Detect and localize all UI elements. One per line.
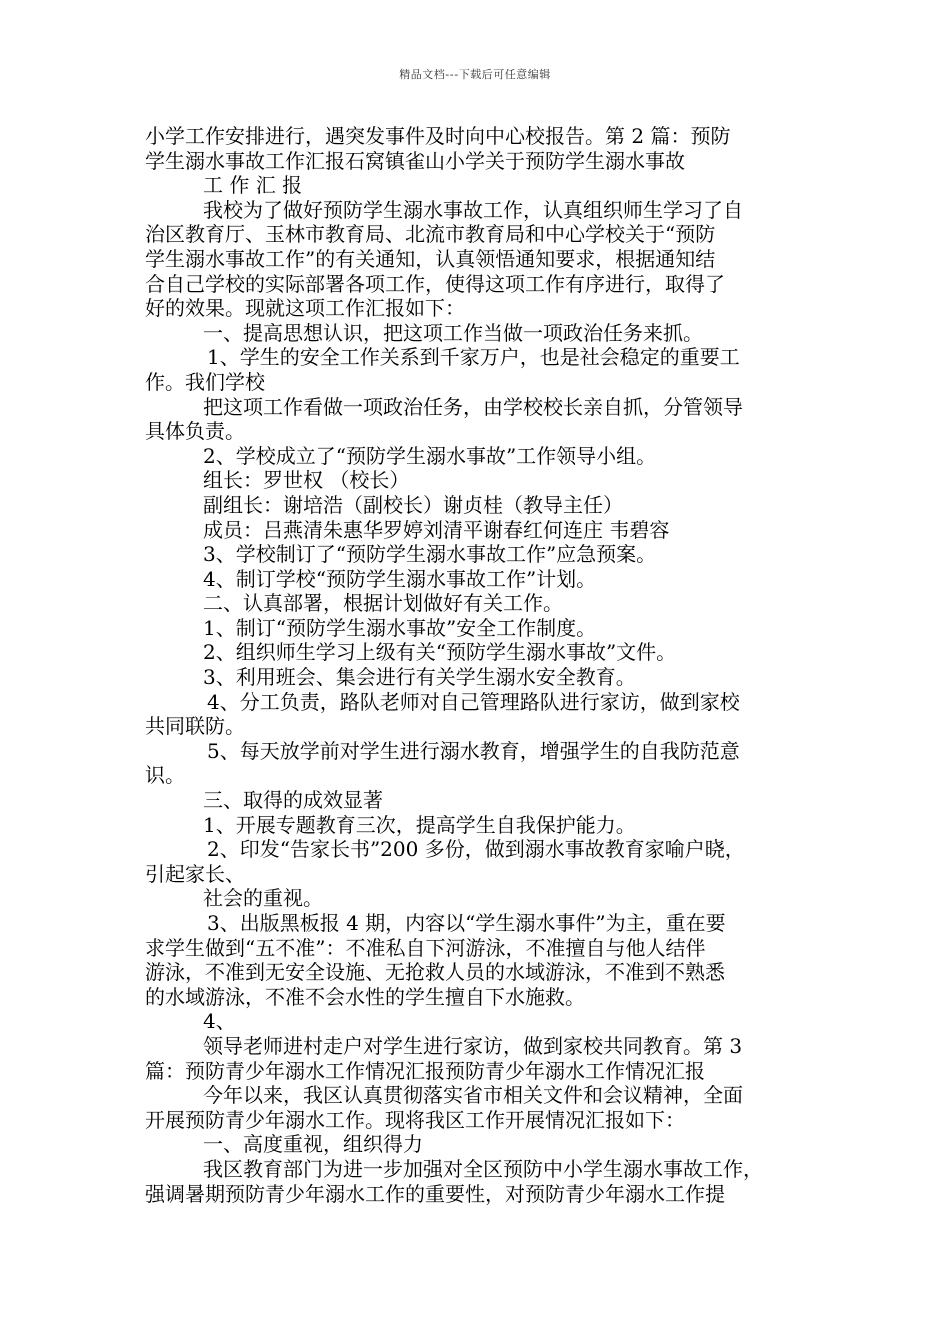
- text-line: 成员：吕燕清朱惠华罗婷刘清平谢春红何连庄 韦碧容: [203, 517, 670, 542]
- text-line: 4、分工负责，路队老师对自己管理路队进行家访，做到家校: [207, 689, 740, 714]
- text-line: 学生溺水事故工作汇报石窝镇雀山小学关于预防学生溺水事故: [145, 148, 685, 173]
- text-line: 3、利用班会、集会进行有关学生溺水安全教育。: [203, 665, 636, 690]
- text-line: 篇：预防青少年溺水工作情况汇报预防青少年溺水工作情况汇报: [145, 1058, 705, 1083]
- page-header: 精品文档---下载后可任意编辑: [399, 68, 551, 81]
- document-body: [145, 124, 811, 1206]
- text-line: 副组长：谢培浩（副校长）谢贞桂（教导主任）: [203, 492, 623, 517]
- text-line: 识。: [145, 763, 185, 788]
- text-line: 2、印发“告家长书”200 多份，做到溺水事故教育家喻户晓，: [207, 837, 745, 862]
- text-line: 1、制订“预防学生溺水事故”安全工作制度。: [203, 615, 597, 640]
- text-line: 3、出版黑板报 4 期，内容以“学生溺水事件”为主，重在要: [207, 911, 726, 935]
- text-line: 把这项工作看做一项政治任务，由学校校长亲自抓，分管领导: [203, 394, 743, 419]
- text-line: 开展预防青少年溺水工作。现将我区工作开展情况汇报如下：: [145, 1107, 685, 1132]
- text-line: 我校为了做好预防学生溺水事故工作，认真组织师生学习了自: [203, 197, 743, 222]
- text-line: 领导老师进村走户对学生进行家访，做到家校共同教育。第 3: [203, 1033, 743, 1058]
- text-line: 4、: [203, 1009, 236, 1034]
- text-line: 组长：罗世权 （校长）: [203, 468, 410, 493]
- text-line: 学生溺水事故工作”的有关通知，认真领悟通知要求，根据通知结: [145, 246, 716, 271]
- text-line: 引起家长、: [145, 861, 245, 886]
- text-line: 的水域游泳，不准不会水性的学生擅自下水施救。: [145, 984, 585, 1009]
- text-line: 强调暑期预防青少年溺水工作的重要性，对预防青少年溺水工作提: [145, 1181, 725, 1206]
- section-heading: 一、提高思想认识，把这项工作当做一项政治任务来抓。: [203, 320, 703, 345]
- text-line: 2、学校成立了“预防学生溺水事故”工作领导小组。: [203, 443, 657, 468]
- text-line: 合自己学校的实际部署各项工作，使得这项工作有序进行，取得了: [145, 271, 725, 296]
- section-heading: 一、高度重视，组织得力: [203, 1132, 423, 1157]
- text-line: 小学工作安排进行，遇突发事件及时向中心校报告。第 2 篇：预防: [145, 124, 731, 148]
- text-line: 求学生做到“五不准”：不准私自下河游泳，不准擅自与他人结伴: [145, 935, 706, 960]
- text-line: 1、学生的安全工作关系到千家万户，也是社会稳定的重要工: [207, 345, 740, 370]
- text-line: 游泳，不准到无安全设施、无抢救人员的水域游泳，不准到不熟悉: [145, 960, 725, 985]
- text-line: 3、学校制订了“预防学生溺水事故工作”应急预案。: [203, 542, 657, 567]
- text-line: 好的效果。现就这项工作汇报如下：: [145, 296, 465, 321]
- text-line: 社会的重视。: [203, 886, 323, 911]
- text-line: 2、组织师生学习上级有关“预防学生溺水事故”文件。: [203, 640, 677, 665]
- text-line: 今年以来，我区认真贯彻落实省市相关文件和会议精神，全面: [203, 1083, 743, 1108]
- text-line: 我区教育部门为进一步加强对全区预防中小学生溺水事故工作，: [203, 1156, 763, 1181]
- text-line: 治区教育厅、玉林市教育局、北流市教育局和中心学校关于“预防: [145, 222, 716, 247]
- section-heading: 工 作 汇 报: [203, 173, 303, 198]
- section-heading: 二、认真部署，根据计划做好有关工作。: [203, 591, 563, 616]
- text-line: 1、开展专题教育三次，提高学生自我保护能力。: [203, 812, 636, 837]
- text-line: 具体负责。: [145, 419, 245, 444]
- text-line: 作。我们学校: [145, 369, 265, 394]
- text-line: 4、制订学校“预防学生溺水事故工作”计划。: [203, 566, 597, 591]
- section-heading: 三、取得的成效显著: [203, 788, 383, 813]
- text-line: 5、每天放学前对学生进行溺水教育，增强学生的自我防范意: [207, 738, 740, 763]
- text-line: 共同联防。: [145, 714, 245, 739]
